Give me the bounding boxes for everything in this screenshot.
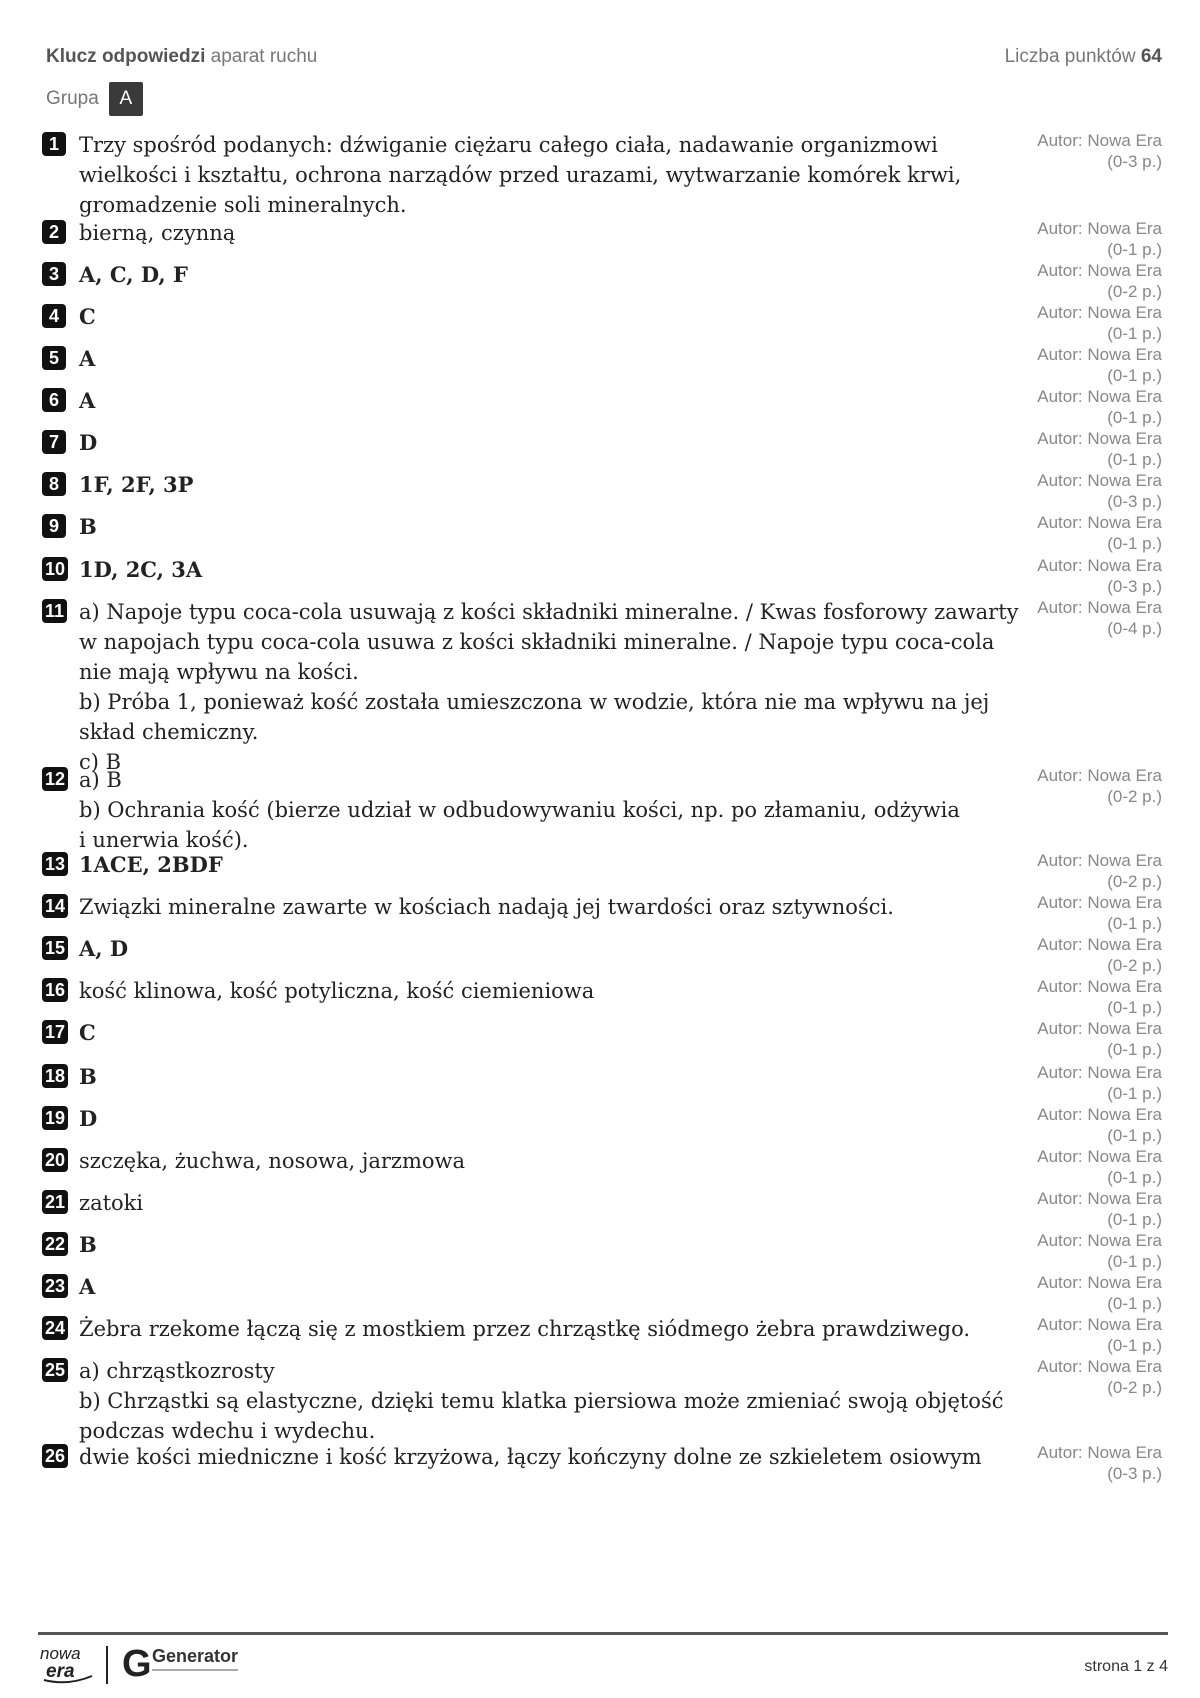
answer-line: skład chemiczny.: [79, 720, 259, 744]
question-number-badge: 21: [42, 1190, 68, 1214]
answer-text: [79, 386, 1039, 416]
answer-line: Związki mineralne zawarte w kościach nadają jej twardości oraz sztywności.: [79, 895, 894, 919]
question-number-badge: 5: [42, 346, 66, 370]
answer-line: B: [79, 1232, 97, 1257]
answer-item: [42, 1272, 1162, 1313]
answer-meta: [1037, 976, 1162, 1018]
question-number-badge: 12: [42, 767, 68, 791]
author-label: Autor: Nowa Era: [1037, 1443, 1162, 1462]
answer-line: wielkości i kształtu, ochrona narządów przed urazami, wytwarzanie komórek krwi,: [79, 163, 962, 187]
question-number-badge: 20: [42, 1148, 68, 1172]
author-label: Autor: Nowa Era: [1037, 598, 1162, 617]
points-range: (0-3 p.): [1107, 577, 1162, 596]
answer-text: [79, 1188, 1039, 1218]
answer-meta: [1037, 1146, 1162, 1188]
author-label: Autor: Nowa Era: [1037, 303, 1162, 322]
logo-g-name: Generator: [152, 1646, 239, 1666]
author-label: Autor: Nowa Era: [1037, 1063, 1162, 1082]
answer-line: a) chrząstkozrosty: [79, 1359, 275, 1383]
answer-line: nie mają wpływu na kości.: [79, 660, 359, 684]
author-label: Autor: Nowa Era: [1037, 1315, 1162, 1334]
title-rest: aparat ruchu: [205, 46, 318, 67]
answer-line: A, C, D, F: [79, 262, 188, 287]
points-range: (0-3 p.): [1107, 1464, 1162, 1483]
author-label: Autor: Nowa Era: [1037, 1273, 1162, 1292]
answer-meta: [1037, 597, 1162, 639]
points-range: (0-3 p.): [1107, 492, 1162, 511]
answer-text: [79, 850, 1039, 880]
answer-item: [42, 597, 1162, 777]
question-number-badge: 4: [42, 304, 66, 328]
answer-line: A: [79, 1274, 96, 1299]
answer-text: [79, 555, 1039, 585]
author-label: Autor: Nowa Era: [1037, 219, 1162, 238]
answer-line: kość klinowa, kość potyliczna, kość ciemieniowa: [79, 979, 595, 1003]
answer-text: [79, 130, 1039, 220]
answer-item: [42, 1104, 1162, 1145]
answer-text: [79, 1230, 1039, 1260]
question-number-badge: 1: [42, 132, 66, 156]
points-range: (0-1 p.): [1107, 450, 1162, 469]
answer-item: [42, 302, 1162, 343]
answer-line: dwie kości miedniczne i kość krzyżowa, łączy kończyny dolne ze szkieletem osiowym: [79, 1445, 982, 1469]
question-number-badge: 8: [42, 472, 66, 496]
author-label: Autor: Nowa Era: [1037, 851, 1162, 870]
answer-meta: [1037, 1018, 1162, 1060]
question-number-badge: 2: [42, 220, 66, 244]
page-number: strona 1 z 4: [1084, 1658, 1168, 1675]
answer-item: [42, 1188, 1162, 1229]
answer-line: gromadzenie soli mineralnych.: [79, 193, 407, 217]
page-footer: [38, 1640, 1168, 1686]
question-number-badge: 19: [42, 1106, 68, 1130]
generator-logo-icon: [122, 1640, 302, 1684]
points-range: (0-1 p.): [1107, 1252, 1162, 1271]
points-range: (0-4 p.): [1107, 619, 1162, 638]
answer-text: [79, 470, 1039, 500]
points-range: (0-1 p.): [1107, 1040, 1162, 1059]
answer-meta: [1037, 892, 1162, 934]
answer-item: [42, 218, 1162, 259]
answer-line: C: [79, 1020, 96, 1045]
author-label: Autor: Nowa Era: [1037, 935, 1162, 954]
author-label: Autor: Nowa Era: [1037, 1189, 1162, 1208]
question-number-badge: 7: [42, 430, 66, 454]
question-number-badge: 10: [42, 557, 68, 581]
answer-meta: [1037, 386, 1162, 428]
answer-meta: [1037, 344, 1162, 386]
answer-text: [79, 1104, 1039, 1134]
points-range: (0-1 p.): [1107, 240, 1162, 259]
author-label: Autor: Nowa Era: [1037, 261, 1162, 280]
points-range: (0-1 p.): [1107, 534, 1162, 553]
points-range: (0-2 p.): [1107, 787, 1162, 806]
answer-item: [42, 555, 1162, 596]
points-value: 64: [1140, 46, 1162, 67]
question-number-badge: 14: [42, 894, 68, 918]
answer-line: D: [79, 1106, 98, 1131]
answer-line: szczęka, żuchwa, nosowa, jarzmowa: [79, 1149, 466, 1173]
author-label: Autor: Nowa Era: [1037, 1231, 1162, 1250]
author-label: Autor: Nowa Era: [1037, 1105, 1162, 1124]
answer-text: [79, 976, 1039, 1006]
answer-item: [42, 1062, 1162, 1103]
author-label: Autor: Nowa Era: [1037, 1147, 1162, 1166]
answer-line: a) Napoje typu coca-cola usuwają z kości składniki mineralne. / Kwas fosforowy zawarty: [79, 600, 1019, 624]
points-range: (0-1 p.): [1107, 1294, 1162, 1313]
answer-meta: [1037, 850, 1162, 892]
answer-item: [42, 850, 1162, 891]
answer-meta: [1037, 1442, 1162, 1484]
author-label: Autor: Nowa Era: [1037, 131, 1162, 150]
answer-meta: [1037, 1356, 1162, 1398]
points-range: (0-1 p.): [1107, 1168, 1162, 1187]
answer-line: c) B: [79, 750, 122, 774]
total-points: [1005, 46, 1162, 68]
answer-item: [42, 1018, 1162, 1059]
answer-text: [79, 1062, 1039, 1092]
document-title: [46, 46, 1162, 68]
answer-text: [79, 218, 1039, 248]
points-range: (0-1 p.): [1107, 324, 1162, 343]
answer-text: [79, 1314, 1039, 1344]
nowa-era-logo-icon: [38, 1640, 108, 1684]
answer-meta: [1037, 934, 1162, 976]
question-number-badge: 24: [42, 1316, 68, 1340]
points-range: (0-1 p.): [1107, 1210, 1162, 1229]
answer-meta: [1037, 1104, 1162, 1146]
answer-meta: [1037, 218, 1162, 260]
answer-line: podczas wdechu i wydechu.: [79, 1419, 376, 1443]
points-range: (0-2 p.): [1107, 956, 1162, 975]
logo-ne-bottom: era: [46, 1661, 75, 1682]
answer-line: 1ACE, 2BDF: [79, 852, 223, 877]
answer-line: Trzy spośród podanych: dźwiganie ciężaru całego ciała, nadawanie organizmowi: [79, 133, 938, 157]
author-label: Autor: Nowa Era: [1037, 766, 1162, 785]
group-indicator: [46, 82, 1162, 116]
answer-item: [42, 1356, 1162, 1446]
title-bold: Klucz odpowiedzi: [46, 46, 206, 67]
answer-text: [79, 512, 1039, 542]
answer-meta: [1037, 1230, 1162, 1272]
answer-item: [42, 892, 1162, 933]
points-range: (0-1 p.): [1107, 408, 1162, 427]
author-label: Autor: Nowa Era: [1037, 1019, 1162, 1038]
question-number-badge: 25: [42, 1358, 68, 1382]
answer-item: [42, 1442, 1162, 1483]
author-label: Autor: Nowa Era: [1037, 345, 1162, 364]
answer-line: D: [79, 430, 98, 455]
answer-line: 1D, 2C, 3A: [79, 557, 203, 582]
answer-text: [79, 765, 1039, 855]
question-number-badge: 23: [42, 1274, 68, 1298]
points-range: (0-2 p.): [1107, 1378, 1162, 1397]
question-number-badge: 6: [42, 388, 66, 412]
answer-meta: [1037, 1272, 1162, 1314]
answer-text: [79, 1442, 1039, 1472]
answer-item: [42, 1146, 1162, 1187]
page-header: [46, 46, 1162, 116]
answer-item: [42, 344, 1162, 385]
points-range: (0-2 p.): [1107, 872, 1162, 891]
points-label: Liczba punktów: [1004, 46, 1141, 67]
answer-item: [42, 1230, 1162, 1271]
answer-item: [42, 934, 1162, 975]
answer-item: [42, 428, 1162, 469]
author-label: Autor: Nowa Era: [1037, 471, 1162, 490]
answer-meta: [1037, 555, 1162, 597]
question-number-badge: 3: [42, 262, 66, 286]
question-number-badge: 22: [42, 1232, 68, 1256]
footer-divider: [38, 1632, 1168, 1635]
answer-text: [79, 934, 1039, 964]
answer-meta: [1037, 470, 1162, 512]
points-range: (0-1 p.): [1107, 1126, 1162, 1145]
answer-line: A: [79, 346, 96, 371]
logo-g-letter: G: [122, 1643, 152, 1684]
answer-meta: [1037, 130, 1162, 172]
author-label: Autor: Nowa Era: [1037, 513, 1162, 532]
points-range: (0-1 p.): [1107, 366, 1162, 385]
answer-meta: [1037, 1314, 1162, 1356]
answer-line: A: [79, 388, 96, 413]
author-label: Autor: Nowa Era: [1037, 556, 1162, 575]
answer-text: [79, 344, 1039, 374]
answer-item: [42, 765, 1162, 855]
group-label: Grupa: [46, 88, 99, 109]
answer-line: i unerwia kość).: [79, 828, 249, 852]
author-label: Autor: Nowa Era: [1037, 387, 1162, 406]
logo-ne-top: nowa: [40, 1644, 81, 1663]
answer-line: B: [79, 514, 97, 539]
points-range: (0-1 p.): [1107, 914, 1162, 933]
answer-line: 1F, 2F, 3P: [79, 472, 194, 497]
answer-meta: [1037, 765, 1162, 807]
answer-line: a) B: [79, 768, 122, 792]
group-badge: A: [109, 82, 143, 116]
answer-text: [79, 428, 1039, 458]
answer-line: zatoki: [79, 1191, 144, 1215]
answer-item: [42, 130, 1162, 220]
answer-line: b) Chrząstki są elastyczne, dzięki temu klatka piersiowa może zmieniać swoją objętość: [79, 1389, 1004, 1413]
answer-line: Żebra rzekome łączą się z mostkiem przez chrząstkę siódmego żebra prawdziwego.: [79, 1317, 971, 1341]
answer-text: [79, 1146, 1039, 1176]
question-number-badge: 17: [42, 1020, 68, 1044]
answer-item: [42, 976, 1162, 1017]
answer-item: [42, 512, 1162, 553]
answer-line: A, D: [79, 936, 129, 961]
points-range: (0-3 p.): [1107, 152, 1162, 171]
answer-meta: [1037, 428, 1162, 470]
answer-meta: [1037, 1188, 1162, 1230]
answer-text: [79, 1272, 1039, 1302]
points-range: (0-2 p.): [1107, 282, 1162, 301]
answer-line: B: [79, 1064, 97, 1089]
answer-text: [79, 1356, 1039, 1446]
question-number-badge: 9: [42, 514, 66, 538]
author-label: Autor: Nowa Era: [1037, 429, 1162, 448]
question-number-badge: 16: [42, 978, 68, 1002]
answer-text: [79, 302, 1039, 332]
question-number-badge: 15: [42, 936, 68, 960]
answer-item: [42, 386, 1162, 427]
answer-line: bierną, czynną: [79, 221, 236, 245]
answer-text: [79, 260, 1039, 290]
answer-text: [79, 1018, 1039, 1048]
answer-line: C: [79, 304, 96, 329]
points-range: (0-1 p.): [1107, 1084, 1162, 1103]
author-label: Autor: Nowa Era: [1037, 977, 1162, 996]
answer-line: b) Próba 1, ponieważ kość została umieszczona w wodzie, która nie ma wpływu na jej: [79, 690, 990, 714]
question-number-badge: 11: [42, 599, 67, 623]
logo-separator: [106, 1646, 108, 1684]
answer-line: b) Ochrania kość (bierze udział w odbudowywaniu kości, np. po złamaniu, odżywia: [79, 798, 960, 822]
answer-item: [42, 260, 1162, 301]
points-range: (0-1 p.): [1107, 1336, 1162, 1355]
answer-line: w napojach typu coca-cola usuwa z kości składniki mineralne. / Napoje typu coca-cola: [79, 630, 995, 654]
author-label: Autor: Nowa Era: [1037, 1357, 1162, 1376]
answer-item: [42, 470, 1162, 511]
answer-meta: [1037, 1062, 1162, 1104]
answer-text: [79, 892, 1039, 922]
answer-meta: [1037, 302, 1162, 344]
answer-meta: [1037, 260, 1162, 302]
question-number-badge: 13: [42, 852, 68, 876]
points-range: (0-1 p.): [1107, 998, 1162, 1017]
author-label: Autor: Nowa Era: [1037, 893, 1162, 912]
answer-text: [79, 597, 1039, 777]
question-number-badge: 26: [42, 1444, 68, 1468]
question-number-badge: 18: [42, 1064, 68, 1088]
answer-item: [42, 1314, 1162, 1355]
answer-meta: [1037, 512, 1162, 554]
